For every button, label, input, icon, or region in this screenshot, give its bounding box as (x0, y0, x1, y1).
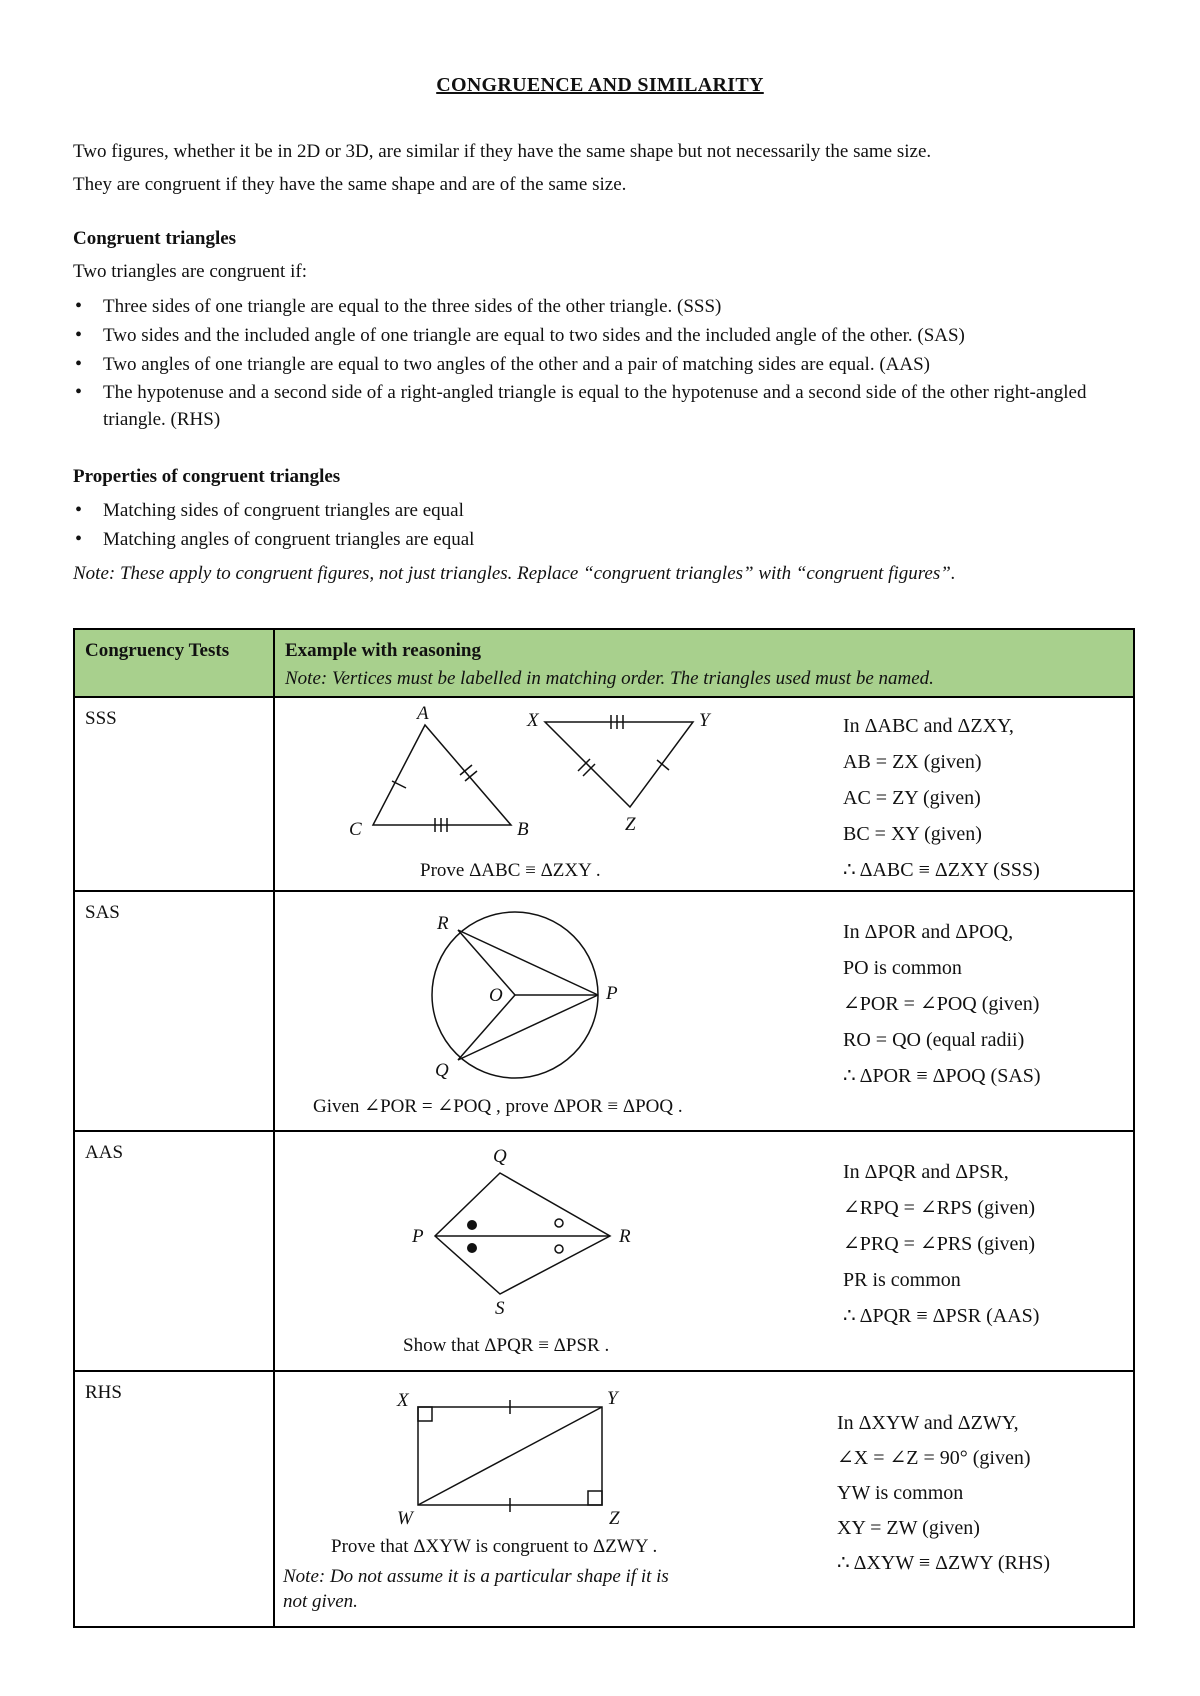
vertex-label-b: B (517, 819, 529, 840)
angle-mark-circle (555, 1219, 563, 1227)
vertex-label-c: C (349, 819, 362, 840)
point-label-s: S (495, 1298, 505, 1319)
reasoning-line: In ΔPQR and ΔPSR, (843, 1161, 1009, 1183)
test-name: SAS (85, 902, 120, 923)
vertex-label-x: X (527, 710, 539, 731)
header-example (274, 629, 1134, 697)
reasoning-line: ∠RPQ = ∠RPS (given) (843, 1197, 1036, 1219)
table-row (74, 1131, 1134, 1371)
reasoning-line: In ΔABC and ΔZXY, (843, 715, 1014, 737)
intro-line-2: They are congruent if they have the same shape and are of the same size. (73, 174, 627, 195)
table-row (74, 891, 1134, 1131)
reasoning-line: In ΔXYW and ΔZWY, (837, 1412, 1019, 1434)
reasoning-line: ∠PRQ = ∠PRS (given) (843, 1233, 1036, 1255)
list-item: • Matching sides of congruent triangles are equal (73, 496, 1133, 525)
test-name: SSS (85, 708, 117, 729)
reasoning-line: ∠X = ∠Z = 90° (given) (837, 1447, 1031, 1469)
reasoning-line: PO is common (843, 957, 962, 979)
kite-pqrs (435, 1173, 610, 1294)
point-label-r: R (437, 913, 449, 934)
test-name: AAS (85, 1142, 124, 1163)
aas-caption: Show that ΔPQR ≡ ΔPSR . (403, 1335, 610, 1356)
right-angle-x (418, 1407, 432, 1421)
test-name: RHS (85, 1382, 122, 1403)
page-title: CONGRUENCE AND SIMILARITY (436, 74, 764, 96)
table-row (74, 1371, 1134, 1627)
reasoning-line: ∴ ΔABC ≡ ΔZXY (SSS) (843, 859, 1040, 881)
angle-mark-dot (467, 1220, 477, 1230)
section-heading-properties: Properties of congruent triangles (73, 466, 341, 487)
criteria-list (73, 292, 1133, 433)
right-angle-z (588, 1491, 602, 1505)
angle-mark-dot (467, 1243, 477, 1253)
rhs-diagram (275, 1372, 835, 1532)
list-item: • Three sides of one triangle are equal to the three sides of the other triangle. (SSS) (73, 292, 1133, 321)
sas-reasoning (843, 914, 1041, 1094)
test-cell (74, 1371, 274, 1627)
point-label-z: Z (609, 1508, 620, 1529)
reasoning-line: AC = ZY (given) (843, 787, 981, 809)
point-label-y: Y (607, 1388, 618, 1409)
point-label-p: P (606, 983, 618, 1004)
triangle-abc (373, 725, 511, 825)
triangle-zxy (545, 722, 693, 807)
point-label-w: W (397, 1508, 413, 1529)
test-cell (74, 697, 274, 891)
congruency-table (73, 628, 1135, 1628)
rhs-reasoning (837, 1406, 1050, 1581)
reasoning-line: In ΔPOR and ΔPOQ, (843, 921, 1014, 943)
sss-caption: Prove ΔABC ≡ ΔZXY . (420, 860, 601, 881)
aas-reasoning (843, 1154, 1039, 1334)
point-label-q: Q (493, 1146, 507, 1167)
example-cell (274, 891, 1134, 1131)
point-label-r: R (619, 1226, 631, 1247)
vertex-label-y: Y (699, 710, 710, 731)
reasoning-line: PR is common (843, 1269, 961, 1291)
intro-line-1: Two figures, whether it be in 2D or 3D, are similar if they have the same shape but not necessarily the same size. (73, 141, 932, 162)
reasoning-line: YW is common (837, 1482, 964, 1504)
sss-reasoning (843, 708, 1040, 888)
header-label: Congruency Tests (85, 640, 230, 661)
sas-caption: Given ∠POR = ∠POQ , prove ΔPOR ≡ ΔPOQ . (313, 1096, 683, 1117)
point-label-o: O (489, 985, 503, 1006)
list-item: • The hypotenuse and a second side of a right-angled triangle is equal to the hypotenuse and a second side of the other right-angled triangle. (RHS) (73, 379, 1133, 433)
reasoning-line: ∴ ΔXYW ≡ ΔZWY (RHS) (837, 1552, 1051, 1574)
table-header-row (74, 629, 1134, 697)
reasoning-line: RO = QO (equal radii) (843, 1029, 1025, 1051)
vertex-label-z: Z (625, 814, 636, 835)
rhs-note-line-1: Note: Do not assume it is a particular shape if it is (283, 1566, 669, 1587)
header-congruency-tests (74, 629, 274, 697)
reasoning-line: ∴ ΔPOR ≡ ΔPOQ (SAS) (843, 1065, 1041, 1087)
section-lead: Two triangles are congruent if: (73, 261, 307, 282)
vertex-label-a: A (417, 703, 429, 724)
rhs-note-line-2: not given. (283, 1591, 358, 1612)
point-label-p: P (412, 1226, 424, 1247)
header-note: Note: Vertices must be labelled in matching order. The triangles used must be named. (285, 668, 934, 689)
reasoning-line: ∴ ΔPQR ≡ ΔPSR (AAS) (843, 1305, 1040, 1327)
properties-list (73, 496, 1133, 554)
reasoning-line: AB = ZX (given) (843, 751, 982, 773)
point-label-q: Q (435, 1060, 449, 1081)
list-item: • Matching angles of congruent triangles are equal (73, 525, 1133, 554)
angle-mark-circle (555, 1245, 563, 1253)
point-label-x: X (397, 1390, 409, 1411)
table-row (74, 697, 1134, 891)
test-cell (74, 1131, 274, 1371)
reasoning-line: ∠POR = ∠POQ (given) (843, 993, 1040, 1015)
example-cell (274, 1371, 1134, 1627)
example-cell (274, 1131, 1134, 1371)
test-cell (74, 891, 274, 1131)
rhs-caption: Prove that ΔXYW is congruent to ΔZWY . (331, 1536, 658, 1557)
example-cell (274, 697, 1134, 891)
section-heading-congruent-triangles: Congruent triangles (73, 228, 237, 249)
reasoning-line: XY = ZW (given) (837, 1517, 980, 1539)
header-label: Example with reasoning (285, 640, 482, 661)
list-item: • Two sides and the included angle of one triangle are equal to two sides and the included angle of the other. (SAS) (73, 321, 1133, 350)
properties-note: Note: These apply to congruent figures, not just triangles. Replace “congruent triangles” with “congruent figures”. (73, 563, 956, 584)
list-item: • Two angles of one triangle are equal to two angles of the other and a pair of matching sides are equal. (AAS) (73, 350, 1133, 379)
reasoning-line: BC = XY (given) (843, 823, 982, 845)
